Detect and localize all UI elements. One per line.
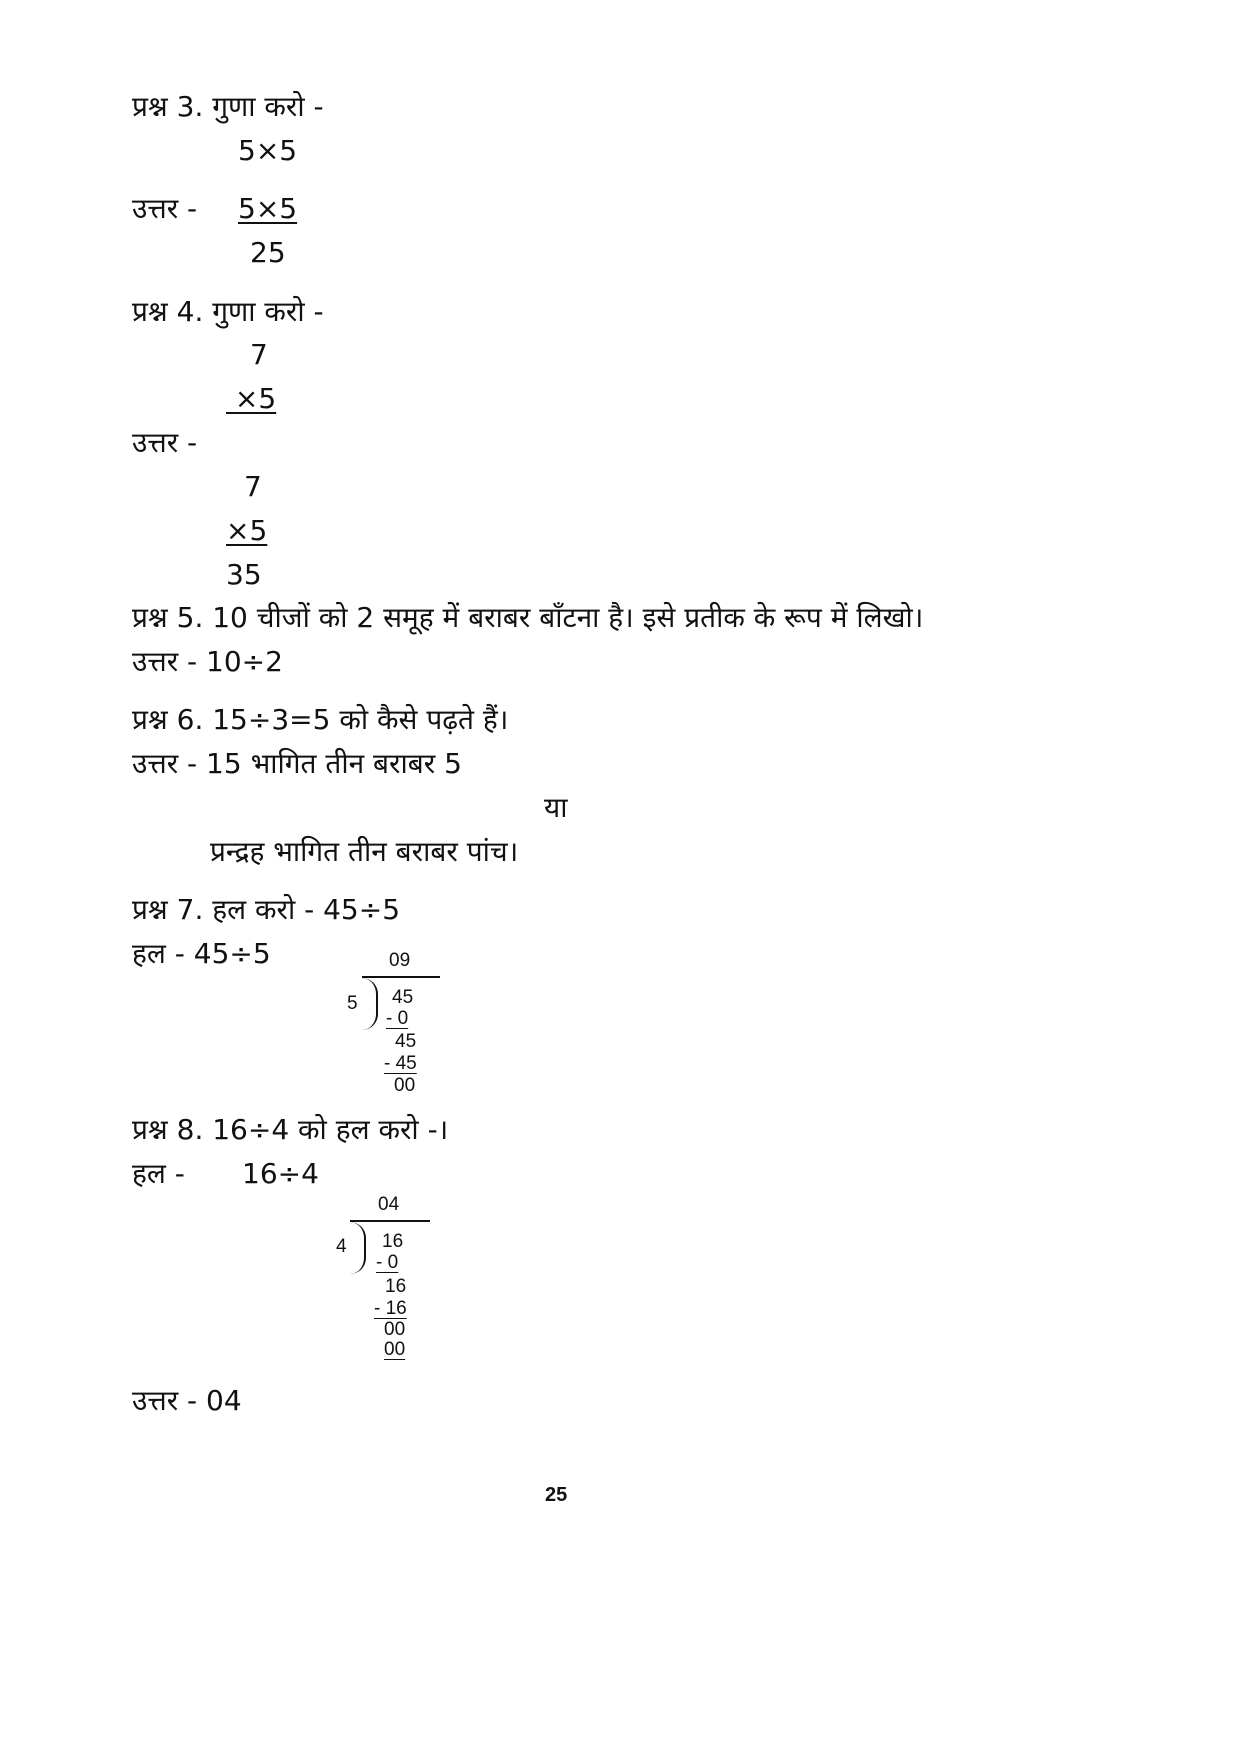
q7-question: प्रश्न 7. हल करो - 45÷5 bbox=[132, 893, 401, 926]
q3-expression: 5×5 bbox=[238, 134, 298, 167]
q7-step1: - 0 bbox=[386, 1008, 409, 1029]
q8-step2: - 16 bbox=[374, 1298, 407, 1319]
q8-step1: - 0 bbox=[376, 1252, 399, 1273]
q8-solution-expression: 16÷4 bbox=[242, 1157, 319, 1190]
q4-answer-label: उत्तर - bbox=[132, 426, 198, 459]
q8-question: प्रश्न 8. 16÷4 को हल करो -। bbox=[132, 1113, 449, 1146]
q4-answer-top: 7 bbox=[244, 470, 262, 503]
q7-divisor: 5 bbox=[347, 993, 358, 1014]
q7-division-bracket bbox=[362, 978, 378, 1030]
q8-division-bracket bbox=[350, 1222, 366, 1274]
q4-answer-multiplier: ×5 bbox=[226, 514, 268, 547]
q6-or: या bbox=[544, 791, 568, 824]
q7-solution-label: हल - 45÷5 bbox=[132, 937, 271, 970]
q7-division-bar bbox=[362, 976, 440, 978]
q4-answer-result: 35 bbox=[226, 558, 262, 591]
q8-quotient: 04 bbox=[378, 1194, 400, 1215]
q4-multiplier: ×5 bbox=[234, 382, 277, 415]
q8-dividend: 16 bbox=[382, 1231, 404, 1252]
q7-remainder1: 45 bbox=[395, 1031, 417, 1052]
q8-final: 00 bbox=[384, 1339, 406, 1360]
q4-top-number: 7 bbox=[250, 338, 268, 371]
q8-divisor: 4 bbox=[336, 1236, 347, 1257]
q6-answer-alt: प्रन्द्रह भागित तीन बराबर पांच। bbox=[210, 835, 519, 868]
q7-dividend: 45 bbox=[392, 987, 414, 1008]
q8-division-bar bbox=[350, 1220, 430, 1222]
q8-solution-label: हल - bbox=[132, 1157, 185, 1190]
q7-final: 00 bbox=[394, 1075, 416, 1096]
q3-answer-expression: 5×5 bbox=[238, 192, 298, 225]
q6-question: प्रश्न 6. 15÷3=5 को कैसे पढ़ते हैं। bbox=[132, 703, 509, 736]
q3-answer-result: 25 bbox=[250, 236, 286, 269]
q5-question: प्रश्न 5. 10 चीजों को 2 समूह में बराबर बाँटना है। इसे प्रतीक के रूप में लिखो। bbox=[132, 601, 924, 634]
q4-label: प्रश्न 4. गुणा करो - bbox=[132, 295, 324, 328]
q3-answer-label: उत्तर - bbox=[132, 192, 198, 225]
q7-step2: - 45 bbox=[384, 1053, 417, 1074]
q8-remainder1: 16 bbox=[385, 1276, 407, 1297]
q6-answer: उत्तर - 15 भागित तीन बराबर 5 bbox=[132, 747, 462, 780]
q8-answer: उत्तर - 04 bbox=[132, 1384, 242, 1417]
q5-answer: उत्तर - 10÷2 bbox=[132, 645, 283, 678]
page-number: 25 bbox=[545, 1484, 568, 1506]
q3-label: प्रश्न 3. गुणा करो - bbox=[132, 90, 324, 123]
q8-remainder2: 00 bbox=[384, 1319, 406, 1340]
q7-quotient: 09 bbox=[389, 950, 411, 971]
